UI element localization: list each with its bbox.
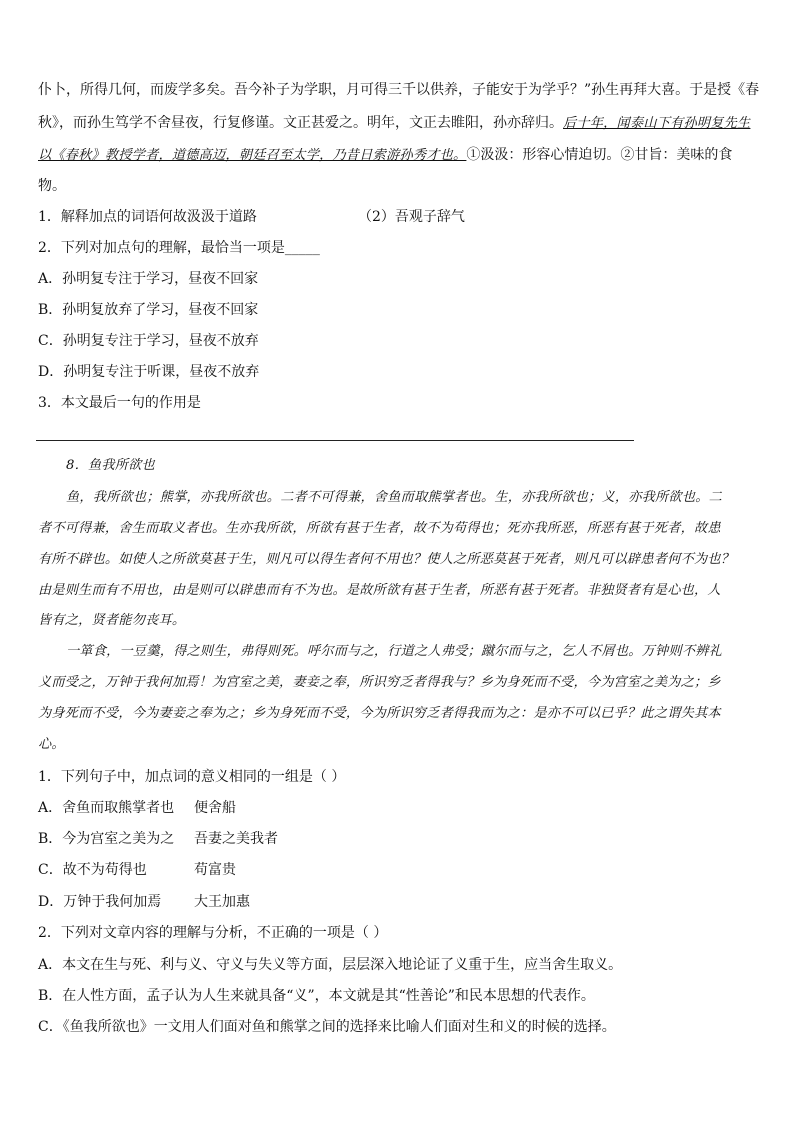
option-d-pair: 大王加惠 (194, 894, 250, 910)
option-a-pair: 便舍船 (194, 800, 236, 816)
option-b-label: B．今为宫室之美为之 (38, 831, 175, 847)
passage1-notes: ①汲汲：形容心情迫切。②甘旨：美味的食 (466, 147, 733, 163)
question-1-row (38, 207, 638, 227)
question-1-part-2: （2）吾观子辞气 (358, 209, 465, 225)
passage2-q1-option-c (38, 860, 236, 880)
passage2-q1-option-b (38, 829, 278, 849)
passage1-line-2 (38, 113, 750, 134)
passage2-question-2: 2．下列对文章内容的理解与分析，不正确的一项是（ ） (38, 925, 388, 941)
question-2-option-c: C．孙明复专注于学习，昼夜不放弃 (38, 333, 259, 349)
passage2-line-9: 心。 (38, 737, 65, 752)
passage2-line-6: 一箪食，一豆羹，得之则生，弗得则死。呼尔而与之，行道之人弗受；蹴尔而与之，乞人不屑也。万钟则不辨礼 (66, 644, 722, 659)
option-d-label: D．万钟于我何加焉 (38, 894, 162, 910)
passage1-italic-sentence-part1: 后十年，闻泰山下有孙明复先生 (563, 116, 751, 131)
passage1-line-1: 仆卜，所得几何，而废学多矣。吾今补子为学职，月可得三千以供养，子能安于为学乎？”孙生再拜大喜。于是授《春 (38, 82, 760, 98)
option-c-pair: 苟富贵 (194, 862, 236, 878)
passage1-line-2-text: 秋》，而孙生笃学不舍昼夜，行复修谨。文正甚爱之。明年，文正去睢阳，孙亦辞归。 (38, 115, 563, 131)
option-a-label: A．舍鱼而取熊掌者也 (38, 800, 175, 816)
section-heading: 8．鱼我所欲也 (66, 458, 155, 473)
passage1-italic-sentence-part2: 以《春秋》教授学者，道德高迈，朝廷召至太学，乃昔日索游孙秀才也。 (38, 148, 467, 163)
question-3: 3．本文最后一句的作用是 (38, 395, 201, 411)
passage2-q2-option-c: C．《鱼我所欲也》一文用人们面对鱼和熊掌之间的选择来比喻人们面对生和义的时候的选择。 (38, 1019, 616, 1035)
passage2-q2-option-a: A．本文在生与死、利与义、守义与失义等方面，层层深入地论证了义重于生，应当舍生取义。 (38, 957, 623, 973)
passage2-question-1: 1．下列句子中，加点词的意义相同的一组是（ ） (38, 769, 346, 785)
question-2-option-a: A．孙明复专注于学习，昼夜不回家 (38, 271, 259, 287)
question-2-option-d: D．孙明复专注于听课，昼夜不放弃 (38, 364, 260, 380)
question-2-option-b: B．孙明复放弃了学习，昼夜不回家 (38, 302, 259, 318)
answer-line (36, 440, 634, 441)
passage2-q1-option-a (38, 798, 236, 818)
option-c-label: C．故不为苟得也 (38, 862, 147, 878)
passage2-line-7: 义而受之，万钟于我何加焉！为宫室之美，妻妾之奉，所识穷乏者得我与？乡为身死而不受，今为宫室之美为之；乡 (38, 675, 721, 690)
question-1-part-1: 1．解释加点的词语何故汲汲于道路 (38, 209, 257, 225)
passage2-q1-option-d (38, 892, 250, 912)
passage2-line-1: 鱼，我所欲也；熊掌，亦我所欲也。二者不可得兼，舍鱼而取熊掌者也。生，亦我所欲也；义，亦我所欲也。二 (66, 490, 722, 505)
passage2-line-8: 为身死而不受，今为妻妾之奉为之；乡为身死而不受，今为所识穷乏者得我而为之：是亦不可以已乎？此之谓失其本 (38, 706, 721, 721)
option-b-pair: 吾妻之美我者 (194, 831, 278, 847)
passage2-line-3: 有所不辟也。如使人之所欲莫甚于生，则凡可以得生者何不用也？使人之所恶莫甚于死者，则凡可以辟患者何不为也？ (38, 552, 735, 567)
question-2: 2．下列对加点句的理解，最恰当一项是_____ (38, 240, 320, 256)
passage2-q2-option-b: B．在人性方面，孟子认为人生来就具备“义”，本文就是其“性善论”和民本思想的代表作。 (38, 988, 595, 1004)
passage2-line-2: 者不可得兼，舍生而取义者也。生亦我所欲，所欲有甚于生者，故不为苟得也；死亦我所恶，所恶有甚于死者，故患 (38, 521, 721, 536)
passage1-line-3 (38, 145, 732, 166)
passage2-line-5: 皆有之，贤者能勿丧耳。 (38, 613, 186, 628)
passage1-line-4: 物。 (38, 178, 66, 194)
passage2-line-4: 由是则生而有不用也，由是则可以辟患而有不为也。是故所欲有甚于生者，所恶有甚于死者。非独贤者有是心也，人 (38, 583, 721, 598)
